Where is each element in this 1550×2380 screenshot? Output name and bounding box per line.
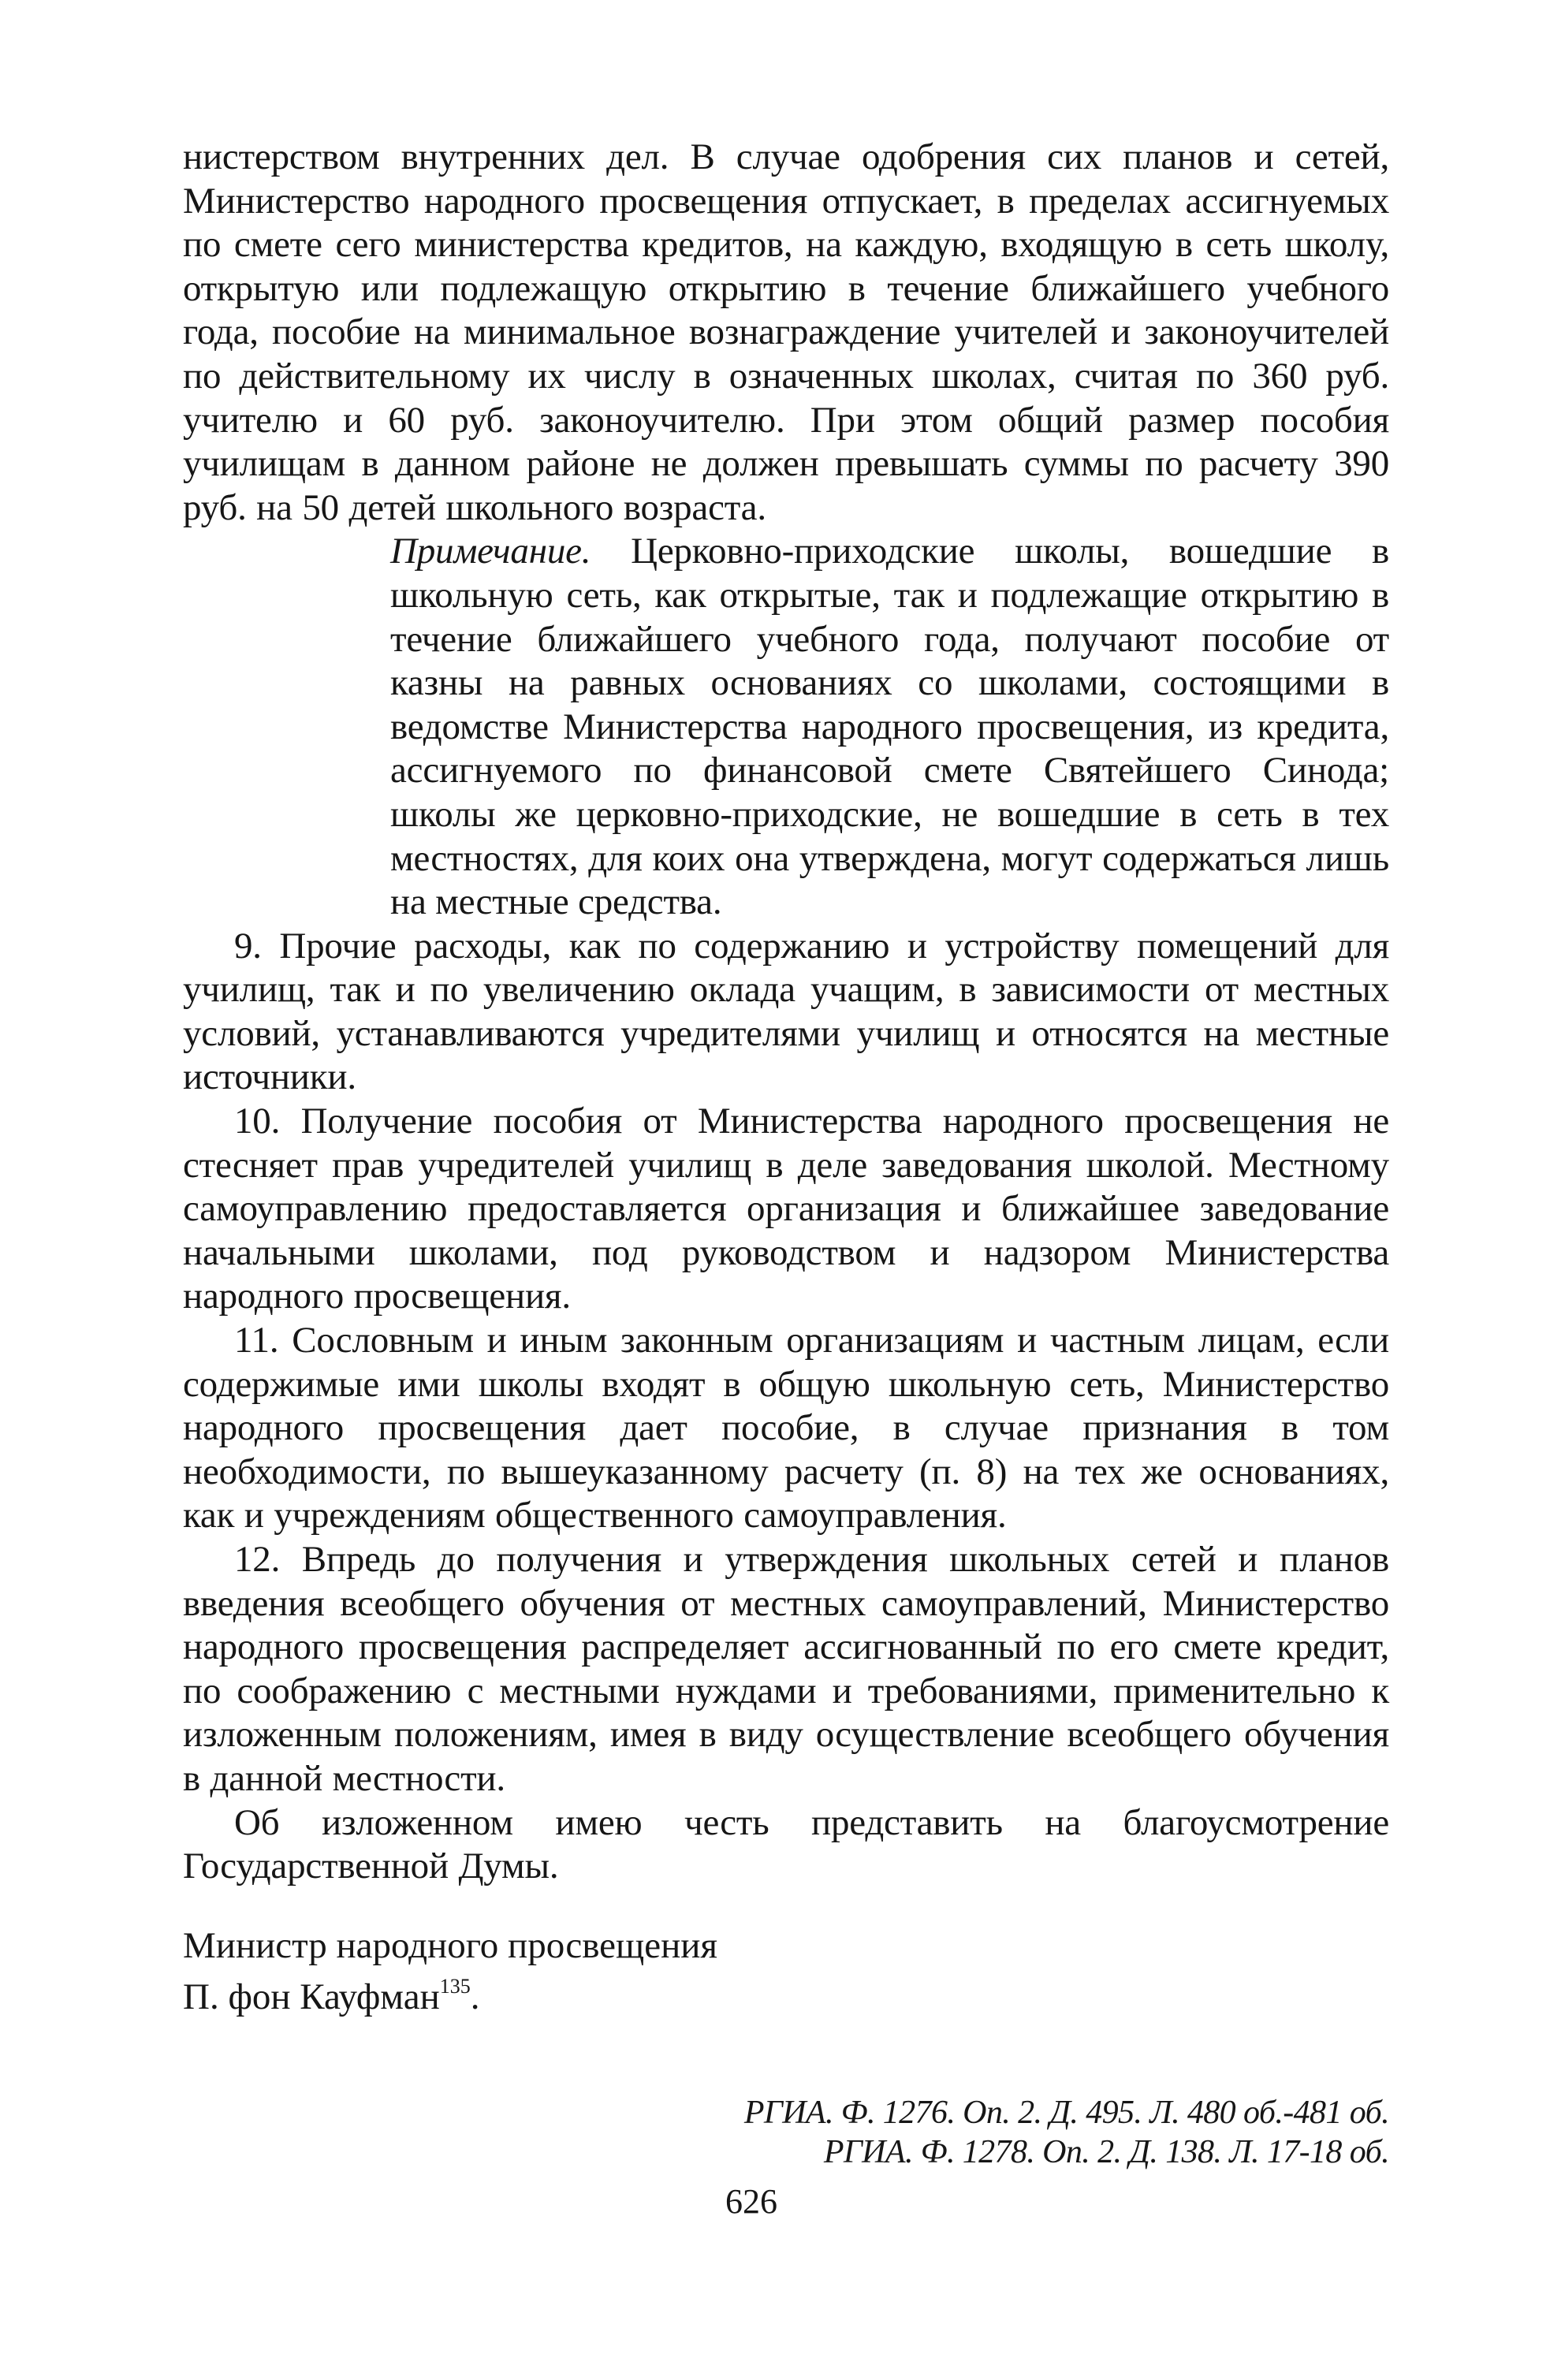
paragraph-continuation: нистерством внутренних дел. В случае одобрения сих планов и сетей, Министерство народного просвещения отпускает, в пределах ассигнуемых по смете сего министерства кредитов, на каждую, входящую в сеть школу, открытую или подлежащую открытию в течение ближайшего учебного года, пособие на минимальное вознаграждение учителей и законоучителей по действительному их числу в означенных школах, считая по 360 руб. учителю и 60 руб. законоучителю. При этом общий размер пособия училищам в данном районе не должен превышать суммы по расчету 390 руб. на 50 детей школьного возраста. — [183, 136, 1389, 528]
archive-sources — [744, 2093, 1389, 2172]
signature-period: . — [470, 1976, 480, 2017]
paragraph-closing: Об изложенном имею честь представить на благоусмотрение Государственной Думы. — [183, 1801, 1389, 1887]
signature-block — [183, 1920, 1389, 2023]
signature-name: П. фон Кауфман — [183, 1976, 440, 2017]
page-number: 626 — [725, 2182, 777, 2221]
document-page — [183, 136, 1389, 2023]
paragraph-item-10: 10. Получение пособия от Министерства народного просвещения не стесняет прав учредителей училищ в деле заведования школой. Местному самоуправлению предоставляется организация и ближайшее заведование начальными школами, под руководством и надзором Министерства народного просвещения. — [183, 1101, 1389, 1317]
archive-source-1: РГИА. Ф. 1276. Оп. 2. Д. 495. Л. 480 об.-481 об. — [743, 2095, 1389, 2131]
signature-name-line — [183, 1972, 1389, 2023]
paragraph-item-9: 9. Прочие расходы, как по содержанию и устройству помещений для училищ, так и по увеличению оклада учащим, в зависимости от местных условий, устанавливаются учредителями училищ и относятся на местные источники. — [183, 925, 1389, 1098]
note-label: Примечание. — [390, 531, 591, 572]
note-paragraph — [390, 530, 1389, 924]
signature-title: Министр народного просвещения — [183, 1924, 717, 1966]
paragraph-item-11: 11. Сословным и иным законным организациям и частным лицам, если содержимые ими школы входят в общую школьную сеть, Министерство народного просвещения дает пособие, в случае признания в том необходимости, по вышеуказанному расчету (п. 8) на тех же основаниях, как и учреждениям общественного самоуправления. — [183, 1320, 1389, 1536]
footnote-reference: 135 — [439, 1974, 471, 1998]
paragraph-item-12: 12. Впредь до получения и утверждения школьных сетей и планов введения всеобщего обучения от местных самоуправлений, Министерство народного просвещения распределяет ассигнованный по его смете кредит, по соображению с местными нуждами и требованиями, применительно к изложенным положениям, имея в виду осуществление всеобщего обучения в данной местности. — [183, 1539, 1389, 1799]
archive-source-2: РГИА. Ф. 1278. Оп. 2. Д. 138. Л. 17-18 об. — [823, 2134, 1389, 2170]
note-text: Церковно-приходские школы, вошедшие в школьную сеть, как открытые, так и подлежащие открытию в течение ближайшего учебного года, получают пособие от казны на равных основаниях со школами, состоящими в ведомстве Министерства народного просвещения, из кредита, ассигнуемого по финансовой смете Святейшего Синода; школы же церковно-приходские, не вошедшие в сеть в тех местностях, для коих она утверждена, могут содержаться лишь на местные средства. — [390, 531, 1389, 923]
